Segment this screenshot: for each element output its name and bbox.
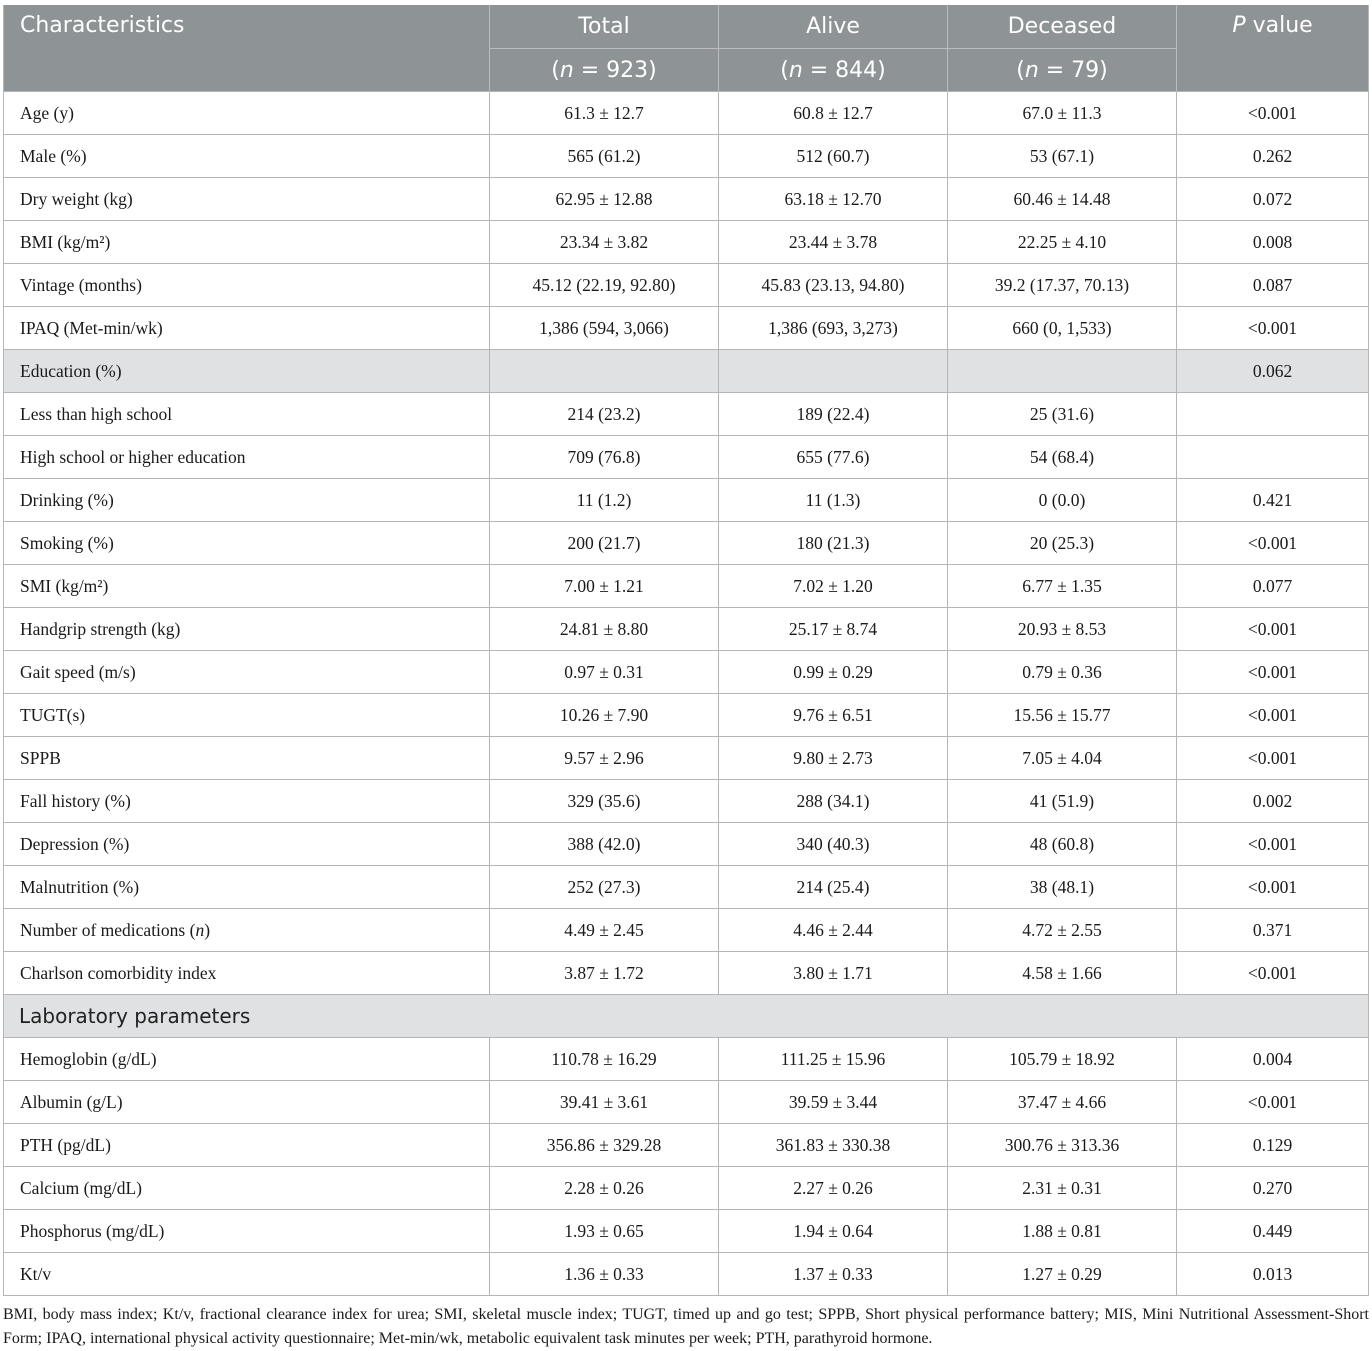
p-value: <0.001	[1177, 92, 1369, 135]
row-label: Education (%)	[4, 350, 490, 393]
total-value: 4.49 ± 2.45	[490, 909, 719, 952]
row-label: Drinking (%)	[4, 479, 490, 522]
total-value: 329 (35.6)	[490, 780, 719, 823]
p-value: <0.001	[1177, 952, 1369, 995]
table-footnote: BMI, body mass index; Kt/v, fractional clearance index for urea; SMI, skeletal muscle index; TUGT, timed up and go test; SPPB, Short physical performance battery; MIS, Mini Nutritional Assessment-Short Form; IPAQ, international physical activity questionnaire; Met-min/wk, metabolic equivalent task minutes per week; PTH, parathyroid hormone.	[3, 1306, 1369, 1347]
deceased-value: 4.58 ± 1.66	[948, 952, 1177, 995]
table-row	[4, 1038, 1369, 1081]
table-row	[4, 479, 1369, 522]
total-value: 1.93 ± 0.65	[490, 1210, 719, 1253]
row-label: SMI (kg/m²)	[4, 565, 490, 608]
deceased-value: 60.46 ± 14.48	[948, 178, 1177, 221]
row-label: IPAQ (Met-min/wk)	[4, 307, 490, 350]
alive-value: 39.59 ± 3.44	[719, 1081, 948, 1124]
deceased-value: 660 (0, 1,533)	[948, 307, 1177, 350]
alive-value: 0.99 ± 0.29	[719, 651, 948, 694]
section-label: Laboratory parameters	[4, 995, 1369, 1038]
row-label: Smoking (%)	[4, 522, 490, 565]
table-row	[4, 608, 1369, 651]
total-value: 1.36 ± 0.33	[490, 1253, 719, 1296]
table-row	[4, 135, 1369, 178]
p-value: 0.077	[1177, 565, 1369, 608]
deceased-value: 25 (31.6)	[948, 393, 1177, 436]
deceased-value: 41 (51.9)	[948, 780, 1177, 823]
alive-value: 7.02 ± 1.20	[719, 565, 948, 608]
row-label: Charlson comorbidity index	[4, 952, 490, 995]
p-value: <0.001	[1177, 1081, 1369, 1124]
alive-value: 9.80 ± 2.73	[719, 737, 948, 780]
alive-value: 3.80 ± 1.71	[719, 952, 948, 995]
deceased-value: 48 (60.8)	[948, 823, 1177, 866]
table-row	[4, 823, 1369, 866]
p-value: <0.001	[1177, 608, 1369, 651]
header-p-rest: value	[1245, 13, 1313, 38]
total-value: 110.78 ± 16.29	[490, 1038, 719, 1081]
total-value: 709 (76.8)	[490, 436, 719, 479]
p-value: 0.062	[1177, 350, 1369, 393]
deceased-value: 38 (48.1)	[948, 866, 1177, 909]
table-row	[4, 393, 1369, 436]
table-row	[4, 1124, 1369, 1167]
table-row	[4, 307, 1369, 350]
total-value: 62.95 ± 12.88	[490, 178, 719, 221]
deceased-value: 6.77 ± 1.35	[948, 565, 1177, 608]
header-characteristics: Characteristics	[4, 5, 490, 92]
row-label: Less than high school	[4, 393, 490, 436]
table-row	[4, 350, 1369, 393]
alive-value: 361.83 ± 330.38	[719, 1124, 948, 1167]
alive-value: 4.46 ± 2.44	[719, 909, 948, 952]
deceased-value: 20 (25.3)	[948, 522, 1177, 565]
alive-value	[719, 350, 948, 393]
header-alive-n: (n = 844)	[719, 49, 948, 92]
total-value	[490, 350, 719, 393]
table-row	[4, 178, 1369, 221]
total-value: 200 (21.7)	[490, 522, 719, 565]
table-row	[4, 92, 1369, 135]
p-value: <0.001	[1177, 866, 1369, 909]
deceased-value: 4.72 ± 2.55	[948, 909, 1177, 952]
row-label: Gait speed (m/s)	[4, 651, 490, 694]
total-value: 24.81 ± 8.80	[490, 608, 719, 651]
row-label: Hemoglobin (g/dL)	[4, 1038, 490, 1081]
deceased-value	[948, 350, 1177, 393]
p-value: 0.013	[1177, 1253, 1369, 1296]
row-label: Phosphorus (mg/dL)	[4, 1210, 490, 1253]
table-row	[4, 1253, 1369, 1296]
alive-value: 45.83 (23.13, 94.80)	[719, 264, 948, 307]
alive-value: 655 (77.6)	[719, 436, 948, 479]
total-value: 9.57 ± 2.96	[490, 737, 719, 780]
total-value: 39.41 ± 3.61	[490, 1081, 719, 1124]
total-value: 3.87 ± 1.72	[490, 952, 719, 995]
deceased-value: 105.79 ± 18.92	[948, 1038, 1177, 1081]
total-value: 388 (42.0)	[490, 823, 719, 866]
total-value: 356.86 ± 329.28	[490, 1124, 719, 1167]
p-value: 0.004	[1177, 1038, 1369, 1081]
deceased-value: 2.31 ± 0.31	[948, 1167, 1177, 1210]
table-row	[4, 737, 1369, 780]
p-value	[1177, 393, 1369, 436]
row-label: PTH (pg/dL)	[4, 1124, 490, 1167]
deceased-value: 20.93 ± 8.53	[948, 608, 1177, 651]
p-value: 0.449	[1177, 1210, 1369, 1253]
table-row	[4, 780, 1369, 823]
table-row	[4, 909, 1369, 952]
total-value: 10.26 ± 7.90	[490, 694, 719, 737]
alive-value: 189 (22.4)	[719, 393, 948, 436]
p-value: 0.371	[1177, 909, 1369, 952]
total-value: 7.00 ± 1.21	[490, 565, 719, 608]
table-row	[4, 436, 1369, 479]
total-value: 1,386 (594, 3,066)	[490, 307, 719, 350]
table-row	[4, 651, 1369, 694]
characteristics-table	[3, 5, 1369, 1296]
deceased-value: 7.05 ± 4.04	[948, 737, 1177, 780]
row-label: Dry weight (kg)	[4, 178, 490, 221]
deceased-value: 1.27 ± 0.29	[948, 1253, 1177, 1296]
alive-value: 63.18 ± 12.70	[719, 178, 948, 221]
alive-value: 2.27 ± 0.26	[719, 1167, 948, 1210]
table-row	[4, 1081, 1369, 1124]
alive-value: 512 (60.7)	[719, 135, 948, 178]
table-row	[4, 1210, 1369, 1253]
table-row	[4, 264, 1369, 307]
deceased-value: 0.79 ± 0.36	[948, 651, 1177, 694]
total-value: 565 (61.2)	[490, 135, 719, 178]
deceased-value: 53 (67.1)	[948, 135, 1177, 178]
alive-value: 1,386 (693, 3,273)	[719, 307, 948, 350]
row-label: Male (%)	[4, 135, 490, 178]
deceased-value: 37.47 ± 4.66	[948, 1081, 1177, 1124]
total-value: 214 (23.2)	[490, 393, 719, 436]
total-value: 61.3 ± 12.7	[490, 92, 719, 135]
alive-value: 23.44 ± 3.78	[719, 221, 948, 264]
deceased-value: 300.76 ± 313.36	[948, 1124, 1177, 1167]
p-value: <0.001	[1177, 737, 1369, 780]
header-total: Total	[490, 5, 719, 49]
row-label: Calcium (mg/dL)	[4, 1167, 490, 1210]
p-value: 0.421	[1177, 479, 1369, 522]
deceased-value: 15.56 ± 15.77	[948, 694, 1177, 737]
row-label: Kt/v	[4, 1253, 490, 1296]
row-label: SPPB	[4, 737, 490, 780]
p-value	[1177, 436, 1369, 479]
alive-value: 214 (25.4)	[719, 866, 948, 909]
table-row	[4, 694, 1369, 737]
p-value: 0.129	[1177, 1124, 1369, 1167]
total-value: 2.28 ± 0.26	[490, 1167, 719, 1210]
row-label: BMI (kg/m²)	[4, 221, 490, 264]
table-row	[4, 1167, 1369, 1210]
table-header	[4, 5, 1369, 92]
alive-value: 288 (34.1)	[719, 780, 948, 823]
table-row	[4, 221, 1369, 264]
deceased-value: 67.0 ± 11.3	[948, 92, 1177, 135]
p-value: <0.001	[1177, 522, 1369, 565]
p-value: <0.001	[1177, 823, 1369, 866]
p-value: 0.262	[1177, 135, 1369, 178]
total-value: 23.34 ± 3.82	[490, 221, 719, 264]
alive-value: 340 (40.3)	[719, 823, 948, 866]
row-label: TUGT(s)	[4, 694, 490, 737]
header-alive: Alive	[719, 5, 948, 49]
p-value: 0.072	[1177, 178, 1369, 221]
section-row	[4, 995, 1369, 1038]
row-label: Albumin (g/L)	[4, 1081, 490, 1124]
alive-value: 9.76 ± 6.51	[719, 694, 948, 737]
header-total-n: (n = 923)	[490, 49, 719, 92]
table-row	[4, 522, 1369, 565]
row-label: Fall history (%)	[4, 780, 490, 823]
deceased-value: 22.25 ± 4.10	[948, 221, 1177, 264]
row-label: Handgrip strength (kg)	[4, 608, 490, 651]
table-row	[4, 866, 1369, 909]
alive-value: 11 (1.3)	[719, 479, 948, 522]
table-row	[4, 565, 1369, 608]
characteristics-table-container	[3, 5, 1368, 1296]
row-label: Depression (%)	[4, 823, 490, 866]
alive-value: 1.37 ± 0.33	[719, 1253, 948, 1296]
p-value: <0.001	[1177, 651, 1369, 694]
p-value: <0.001	[1177, 307, 1369, 350]
deceased-value: 1.88 ± 0.81	[948, 1210, 1177, 1253]
alive-value: 180 (21.3)	[719, 522, 948, 565]
p-value: 0.270	[1177, 1167, 1369, 1210]
total-value: 45.12 (22.19, 92.80)	[490, 264, 719, 307]
row-label: High school or higher education	[4, 436, 490, 479]
p-value: 0.002	[1177, 780, 1369, 823]
total-value: 252 (27.3)	[490, 866, 719, 909]
row-label: Number of medications (n)	[4, 909, 490, 952]
p-value: 0.087	[1177, 264, 1369, 307]
total-value: 11 (1.2)	[490, 479, 719, 522]
table-body	[4, 92, 1369, 1296]
header-p-value	[1177, 5, 1369, 92]
header-deceased-n: (n = 79)	[948, 49, 1177, 92]
p-value: <0.001	[1177, 694, 1369, 737]
header-p-italic: P	[1232, 13, 1246, 38]
row-label: Age (y)	[4, 92, 490, 135]
p-value: 0.008	[1177, 221, 1369, 264]
deceased-value: 54 (68.4)	[948, 436, 1177, 479]
header-deceased: Deceased	[948, 5, 1177, 49]
row-label: Malnutrition (%)	[4, 866, 490, 909]
alive-value: 25.17 ± 8.74	[719, 608, 948, 651]
alive-value: 60.8 ± 12.7	[719, 92, 948, 135]
total-value: 0.97 ± 0.31	[490, 651, 719, 694]
deceased-value: 0 (0.0)	[948, 479, 1177, 522]
alive-value: 111.25 ± 15.96	[719, 1038, 948, 1081]
table-row	[4, 952, 1369, 995]
row-label: Vintage (months)	[4, 264, 490, 307]
deceased-value: 39.2 (17.37, 70.13)	[948, 264, 1177, 307]
alive-value: 1.94 ± 0.64	[719, 1210, 948, 1253]
